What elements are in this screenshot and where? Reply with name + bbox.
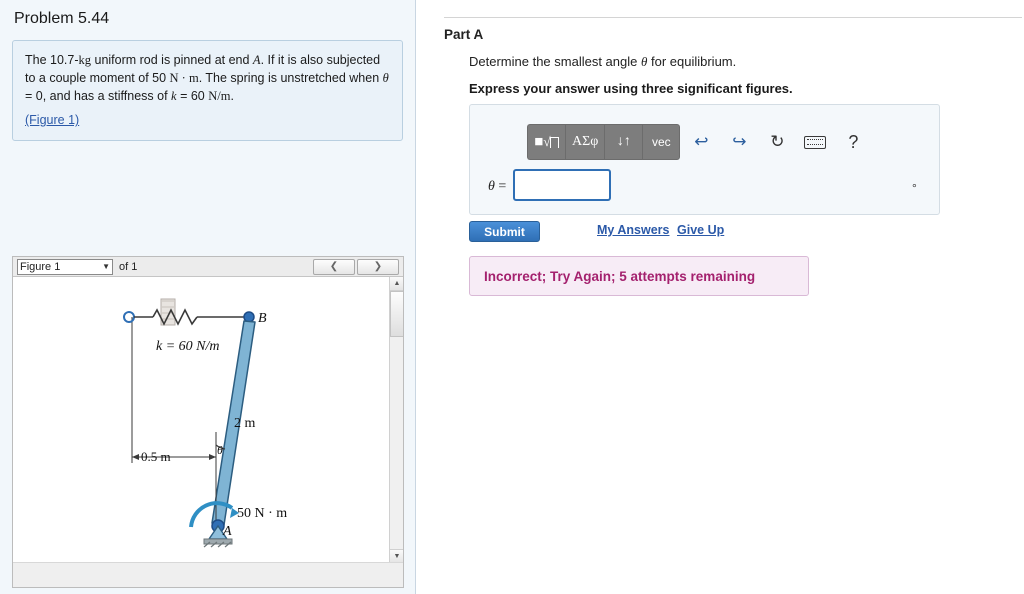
statement-point-a: A [252,53,261,67]
statement-stiffness-unit: N/m [208,89,231,104]
answer-input[interactable] [513,169,611,201]
mechanics-diagram [13,277,389,563]
label-rod-length: 2 m [234,416,256,431]
label-offset: 0.5 m [141,449,171,464]
statement-k: k [171,89,177,104]
reset-icon[interactable]: ↻ [770,132,785,151]
statement-text-4: subjected to a couple moment of 50 [25,53,381,86]
question-text [469,54,736,70]
label-theta: θ [217,443,223,457]
my-answers-link[interactable]: My Answers [597,223,670,237]
figure-count-label: of 1 [119,260,138,273]
question-text-b: for equilibrium. [647,54,737,69]
feedback-banner [469,256,809,296]
answer-pane [417,0,1024,594]
undo-arrow-icon[interactable]: ↩ [694,132,709,151]
figure-select-value: Figure 1 [20,260,61,273]
answer-unit-label: ° [912,181,917,195]
statement-text-5: . The spring is [198,71,277,86]
question-text-a: Determine the smallest angle [469,54,641,69]
template-box-icon[interactable]: ■ √ [527,124,565,160]
statement-mass-unit: kg [78,53,92,67]
statement-text-9: . [230,89,234,104]
answer-variable-label [488,179,506,195]
label-spring-stiffness: k = 60 N/m [156,339,220,354]
statement-text-6: unstretched when [280,71,383,86]
label-point-b: B [258,311,267,326]
statement-text-7: = 0, and has a stiffness of [25,89,172,104]
statement-text-3: . If it is also [260,53,324,67]
figure-footer [13,563,403,587]
help-icon[interactable]: ? [848,131,859,152]
updown-arrows-icon[interactable]: ↓↑ [604,124,642,160]
give-up-link[interactable]: Give Up [677,223,725,237]
answer-theta-symbol: θ [488,179,495,194]
figure-scrollbar[interactable] [389,277,403,563]
figure-canvas [13,277,403,563]
greek-symbols-button[interactable]: ΑΣφ [565,124,604,160]
statement-moment-unit: N · m [169,71,199,86]
label-couple-moment: 50 N · m [237,506,288,521]
figure-nav [313,259,399,275]
scrollbar-thumb[interactable] [390,291,403,337]
instruction-text: Express your answer using three significant figures. [469,81,793,96]
figure-select[interactable] [17,259,113,275]
problem-statement [12,40,403,141]
figure-panel [12,256,404,588]
statement-theta: θ [382,71,389,86]
divider [444,17,1022,18]
page-title: Problem 5.44 [14,10,110,27]
math-toolbar [527,124,870,160]
statement-text-8: = 60 [176,89,209,104]
chevron-left-icon: ❮ [329,261,339,272]
question-theta: θ [640,54,648,69]
chevron-right-icon: ❯ [373,261,383,272]
statement-text-1: The 10.7- [25,53,79,67]
figure-next-button[interactable] [357,259,399,275]
figure-link[interactable]: (Figure 1) [25,113,80,128]
answer-equals-sign: = [498,179,507,194]
redo-arrow-icon[interactable]: ↪ [732,132,747,151]
figure-prev-button[interactable] [313,259,355,275]
keyboard-icon[interactable] [798,125,832,159]
problem-pane [0,0,416,594]
scroll-down-arrow-icon[interactable]: ▼ [390,549,403,563]
part-title: Part A [444,27,484,42]
figure-toolbar [13,257,403,277]
scroll-up-arrow-icon[interactable]: ▲ [390,277,403,291]
vector-button[interactable]: vec [642,124,680,160]
label-point-a: A [223,524,232,539]
submit-button[interactable]: Submit [469,221,540,242]
feedback-text: Incorrect; Try Again; 5 attempts remaining [484,268,756,284]
statement-text-2: uniform rod is pinned at end [91,53,253,67]
chevron-down-icon: ▼ [102,262,110,271]
answer-entry-box [469,104,940,215]
